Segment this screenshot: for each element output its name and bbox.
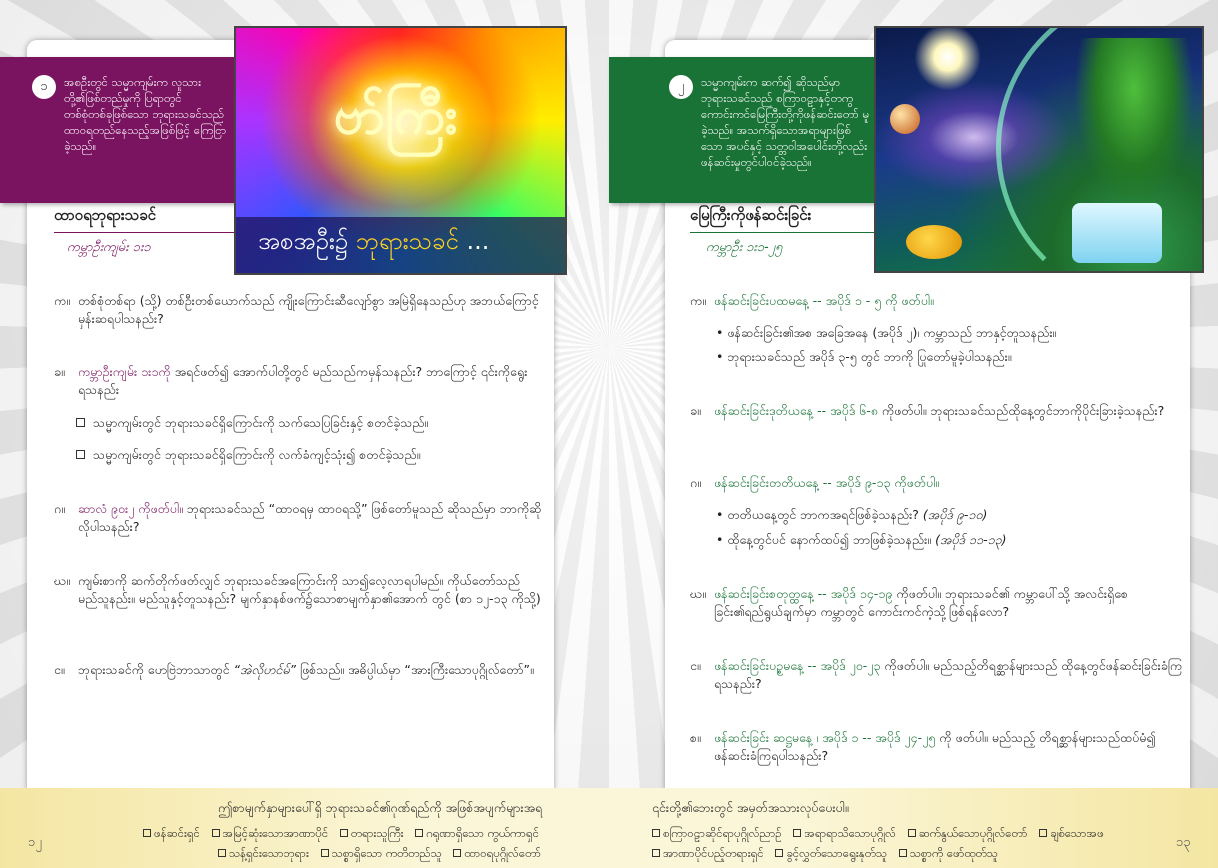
question-quote: “အဲလိုဟင်မ်” [233,662,296,677]
right-banner [609,57,879,203]
left-question-5 [54,661,544,679]
question-label: ခ။ [54,364,65,379]
right-bullet-4 [716,531,1186,549]
left-banner [0,57,240,203]
keyword-row [652,826,1112,843]
question-text: ကိုဖတ်ပါ။ ဘုရားသခင်သည်ထိုနေ့တွင်ဘာကိုပိုင်းခြားခဲ့သနည်း? [881,403,1165,418]
keyword-item[interactable]: ခွင့်လွှတ်သောရွေးနုတ်သူ [775,846,887,863]
checkbox-icon[interactable] [908,829,916,837]
keyword-item[interactable]: သစ္စာကို ဖော်ထုတ်သူ [899,846,998,863]
question-body [714,585,1184,621]
footer-intro-left: ဤစာမျက်နှာများပေါ်ရှိ ဘုရားသခင်၏ဂုဏ်ရည်ကို အဖြစ်အပျက်များအရ [218,800,543,815]
checkbox-icon[interactable] [415,829,423,837]
left-question-4 [54,572,544,608]
keyword-item[interactable]: သန့်ရှင်းသောဘုရား [218,846,309,863]
checkbox-icon[interactable] [652,829,660,837]
question-reference: ဆာလံ ၉၀း၂ ကိုဖတ်ပါ။ [78,501,183,516]
right-banner-number: ၂ [669,75,693,99]
option-text: သမ္မာကျမ်းတွင် ဘုရားသခင်ရှိကြောင်းကို သက်သေပြခြင်းနှင့် စတင်ခဲ့သည်။ [93,415,429,430]
left-banner-number: ၁ [32,75,56,99]
right-bullet-2 [716,348,1186,366]
question-text-b: ဖြစ်သည်။ အဓိပ္ပါယ်မှာ “အားကြီးသောပုဂ္ဂိုလ်တော်”။ [299,662,534,677]
question-reference: ဖန်ဆင်းခြင်းပဉ္စမနေ့ -- အပိုဒ် ၂၀-၂၃ [714,658,881,673]
question-reference: ဖန်ဆင်းခြင်းစတုတ္ထနေ့ -- အပိုဒ် ၁၄-၁၉ [714,586,893,601]
left-question-1 [54,292,544,328]
question-reference: ဖန်ဆင်းခြင်း ဆဋ္ဌမနေ့ ၊ အပိုဒ် ၁ -- အပိုဒ် ၂၄-၂၅ [714,730,936,745]
question-text: ကျမ်းစာကို ဆက်တိုက်ဖတ်လျှင် ဘုရားသခင်အကြောင်းကို သာ၍လေ့လာရပါမည်။ ကိုယ်တော်သည် မည်သူနည်း။ မည်သူနှင့်တူသနည်း? မျက်နှာနစ်ဖက်၌သောစာမျက်နှာ၏အောက် တွင် (စာ ၁၂-၁၃ ကိုသို့) [78,573,541,606]
checkbox-icon[interactable] [143,829,151,837]
question-reference: ဖန်ဆင်းခြင်းတတိယနေ့ -- အပိုဒ် ၉-၁၃ ကိုဖတ်ပါ။ [714,475,940,490]
left-option-2[interactable] [76,446,546,464]
question-reference: ဖန်ဆင်းခြင်းပထမနေ့ -- အပိုဒ် ၁ - ၅ ကို ဖတ်ပါ။ [714,293,934,308]
keyword-item[interactable]: ချစ်သောအဖ [1039,826,1104,843]
caption-part-b: ဘုရားသခင် [355,227,459,255]
question-body [714,402,1184,420]
keyword-item[interactable]: စကြာဝဠာဆိုင်ရာပုဂ္ဂိုလ်ညာဉ် [652,826,782,843]
keyword-item[interactable]: သစ္စာရှိသော ကတိတည်သူ [321,846,442,863]
planet-icon [890,104,920,134]
question-text: ဘုရားသခင်သည် “ထာဝရမှ ထာဝရသို့” ဖြစ်တော်မူသည် ဆိုသည်မှာ ဘာကိုဆို လိုပါသနည်း? [78,501,542,534]
question-label: ဃ။ [690,586,706,601]
question-reference: ဖန်ဆင်းခြင်းဒုတိယနေ့ -- အပိုဒ် ၆-၈ [714,403,878,418]
bullet-icon: • [716,325,724,340]
question-label: င။ [690,658,701,673]
left-scripture-reference: ကမ္ဘာဦးကျမ်း ၁း၁ [67,240,151,255]
caption-part-a: အစအဦး၌ [258,227,349,255]
bullet-text: တတိယနေ့တွင် ဘာကအရင်ဖြစ်ခဲ့သနည်း? [727,507,919,522]
checkbox-icon[interactable] [218,849,226,857]
bullet-reference: (အပိုဒ် ၉-၁၀) [922,507,988,522]
question-label: က။ [690,293,707,308]
checkbox-icon[interactable] [775,849,783,857]
keyword-item[interactable]: ဂရုဏာရှိသော ကွယ်ကာရှင် [415,826,539,843]
question-text-a: ဘုရားသခင်ကို ဟေဗြဲဘာသာတွင် [78,662,230,677]
footer-intro-right: ၎င်းတို့၏ဘေးတွင် အမှတ်အသားလုပ်ပေးပါ။ [652,800,849,815]
right-section-heading: မြေကြီးကိုဖန်ဆင်းခြင်း [690,206,874,233]
question-body [714,657,1184,693]
palm-tree-icon [1074,38,1194,208]
right-scripture-reference: ကမ္ဘာဦး ၁း၁-၂၅ [706,240,783,255]
keyword-row [143,826,547,843]
waterfall-icon [1072,203,1162,263]
checkbox-icon[interactable] [1039,829,1047,837]
keyword-item[interactable]: အရာရာသိသောပုဂ္ဂိုလ် [793,826,896,843]
keyword-item[interactable]: ဖန်ဆင်းရှင် [143,826,200,843]
keyword-item[interactable]: အမြင့်ဆုံးသောအာဏာပိုင် [212,826,329,843]
left-question-2 [54,363,544,399]
question-text: တစ်စုံတစ်ရာ (သို့) တစ်ဦးတစ်ယောက်သည် ကျိုးကြောင်းဆီလျော်စွာ အမြဲရှိနေသည်ဟု အဘယ်ကြောင့် မှန်းဆရပါသနည်း? [78,293,539,326]
keyword-item[interactable]: ထာဝရပုဂ္ဂိုလ်တော် [453,846,541,863]
bullet-icon: • [716,532,724,547]
right-bullet-3 [716,506,1186,524]
left-section-heading: ထာဝရဘုရားသခင် [54,206,234,233]
caption-part-c: ... [466,227,490,255]
checkbox-icon[interactable] [76,450,85,459]
right-question-5 [690,657,1184,693]
page-number-left: ၁၂ [28,835,42,850]
keyword-item[interactable]: တရားသူကြီး [340,826,404,843]
keyword-row [652,846,1006,863]
right-question-3 [690,474,1184,492]
question-label: ဃ။ [54,573,70,588]
right-banner-text: သမ္မာကျမ်းက ဆက်၍ ဆိုသည်မှာ ဘုရားသခင်သည် စကြာဝဠာနှင့်တကွ ကောင်းကင်မြေကြီးတို့ကိုဖန်ဆင်းတော် မူခဲ့သည်။ အသက်ရှိသောအရာများဖြစ်သော အပင်နှင့် သတ္တဝါအပေါင်းတို့လည်း ဖန်ဆင်းမှုတွင်ပါဝင်ခဲ့သည်။ [701,75,870,169]
right-illustration [874,26,1204,273]
question-label: က။ [54,293,71,308]
question-body [78,500,544,536]
left-option-1[interactable] [76,414,546,432]
bullet-text: ဘုရားသခင်သည် အပိုဒ် ၃-၅ တွင် ဘာကို ပြုတော်မူခဲ့ပါသနည်း။ [727,349,1012,364]
left-question-3 [54,500,544,536]
illustration-glow-text: ဗာ်ကြီး [334,86,458,146]
right-question-4 [690,585,1184,621]
keyword-item[interactable]: ဆက်နွယ်သောပုဂ္ဂိုလ်တော် [908,826,1028,843]
keyword-row [218,846,549,863]
question-text: ကိုဖတ်ပါ။ ဘုရားသခင်၏ ကမ္ဘာပေါ်သို့ အလင်းရှိစေခြင်း၏ရည်ရွယ်ချက်မှာ ကမ္ဘာတွင် ကောင်းကင်ကဲ့သို့ဖြစ်ရန်လော? [714,586,1129,619]
page-number-right: ၁၃ [1176,835,1191,850]
question-label: ဂ။ [54,501,65,516]
bullet-icon: • [716,349,724,364]
checkbox-icon[interactable] [899,849,907,857]
question-reference: ကမ္ဘာဦးကျမ်း ၁း၁ကို [78,364,171,379]
checkbox-icon[interactable] [212,829,220,837]
right-question-2 [690,402,1184,420]
right-bullet-1 [716,324,1186,342]
question-text: ကိုဖတ်ပါ။ မည်သည့်တိရစ္ဆာန်များသည် ထိုနေ့တွင်ဖန်ဆင်းခြင်းခံကြရသနည်း? [714,658,1183,691]
fish-icon [906,225,962,259]
bullet-text: ထိုနေ့တွင်ပင် နောက်ထပ်၍ ဘာဖြစ်ခဲ့သနည်း။ [727,532,932,547]
bullet-icon: • [716,507,724,522]
question-label: စ။ [690,730,701,745]
question-label: င။ [54,662,65,677]
bullet-reference: (အပိုဒ် ၁၁-၁၃) [935,532,1007,547]
left-banner-text: အစဦးတွင် သမ္မာကျမ်းက လူသားတို့၏ဖြစ်တည်မှုကို ပြရာတွင် တစ်စုံတစ်ခုဖြစ်သော ဘုရားသခင်သည် ထာဝရတည်နေသည့်အဖြစ်ဖြင့် ကြေငြာခဲ့သည်။ [64,75,227,153]
question-label: ခ။ [690,403,701,418]
question-text: အရင်ဖတ်၍ အောက်ပါတို့တွင် မည်သည်ကမှန်သနည်း? ဘာကြောင့် ၎င်းကိုရွေးရသနည်း [78,364,528,397]
checkbox-icon[interactable] [652,849,660,857]
right-question-6 [690,729,1184,765]
right-question-1 [690,292,1180,310]
left-illustration [234,26,567,275]
illustration-caption [236,217,565,273]
keyword-item[interactable]: အာဏာပိုင်ပည့်တရားရှင် [652,846,764,863]
question-body [78,363,544,399]
question-label: ဂ။ [690,475,701,490]
bullet-text: ဖန်ဆင်းခြင်း၏အစ အခြေအနေ (အပိုဒ် ၂)၊ ကမ္ဘာသည် ဘာနှင့်တူသနည်း။ [727,325,1057,340]
option-text: သမ္မာကျမ်းတွင် ဘုရားသခင်ရှိကြောင်းကို လက်ခံကျင့်သုံး၍ စတင်ခဲ့သည်။ [93,447,421,462]
question-body [714,729,1184,765]
checkbox-icon[interactable] [453,849,461,857]
checkbox-icon[interactable] [340,829,348,837]
checkbox-icon[interactable] [321,849,329,857]
question-text: ကို ဖတ်ပါ။ မည်သည့် တိရစ္ဆာန်များသည်ထပ်မံ၍ ဖန်ဆင်းခံကြရပါသနည်း? [714,730,1156,763]
checkbox-icon[interactable] [793,829,801,837]
question-body [78,661,544,679]
checkbox-icon[interactable] [76,418,85,427]
